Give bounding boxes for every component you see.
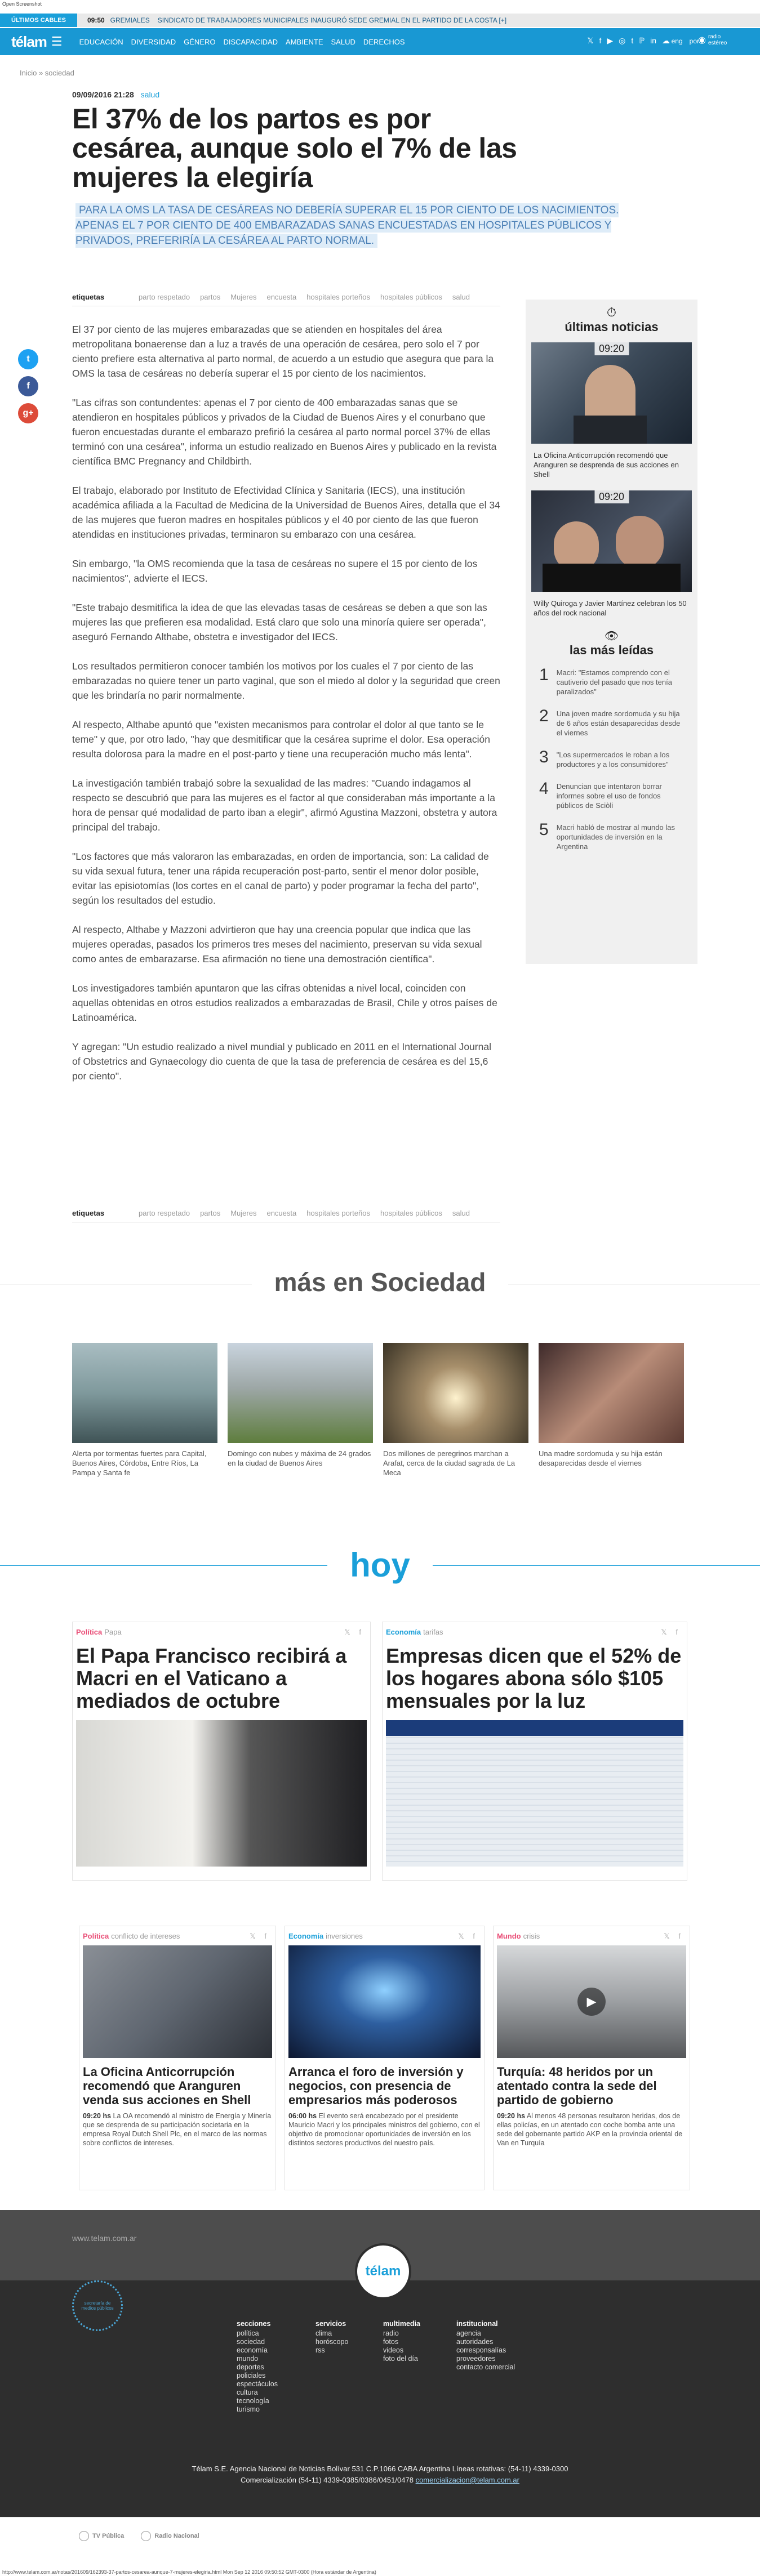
card-summary: Al menos 48 personas resultaron heridas, dos de ellas policías, en un atentado con coche bomba ante una sede del gobernante partido AKP en la provincia oriental de Van en Turquía <box>497 2112 683 2147</box>
mas-caption: Alerta por tormentas fuertes para Capital, Buenos Aires, Córdoba, Entre Ríos, La Pampa y Santa fe <box>72 1449 207 1477</box>
tags-row-bottom <box>72 1204 500 1222</box>
article-paragraph: El trabajo, elaborado por Instituto de Efectividad Clínica y Sanitaria (IECS), una institución académica afiliada a la Facultad de Medicina de la Universidad de Buenos Aires, detalla que el 34 de las mujeres que fueron madres en hospitales públicos y el 40 por ciento de las que fueron atendidas en instituciones privadas, terminaron su embarazo con una cesárea. <box>72 485 500 540</box>
tag-link[interactable]: hospitales porteños <box>306 1209 370 1217</box>
footer-col-heading: servicios <box>315 2320 346 2328</box>
leidas-title: las más leídas <box>569 643 654 657</box>
card-section[interactable]: Política <box>76 1628 103 1636</box>
lang-eng[interactable]: eng <box>671 37 683 45</box>
language-switcher <box>672 37 699 45</box>
footer-link[interactable]: agencia <box>456 2329 481 2337</box>
mas-image <box>228 1343 373 1443</box>
article-category[interactable]: salud <box>140 90 160 99</box>
ultimas-time: 09:20 <box>594 490 629 503</box>
leidas-item[interactable] <box>539 666 684 697</box>
footer-link[interactable]: contacto comercial <box>456 2363 515 2371</box>
footer-link[interactable]: tecnología <box>237 2397 269 2405</box>
card-text <box>285 2111 484 2148</box>
tags-label: etiquetas <box>72 293 105 301</box>
ticker-bar <box>0 14 760 27</box>
footer-address: Télam S.E. Agencia Nacional de Noticias Bolívar 531 C.P.1066 CABA Argentina Líneas rotativas: (54-11) 4339-0300 <box>192 2465 568 2473</box>
clock-icon: ⏱ <box>606 305 617 319</box>
hoy-card[interactable] <box>285 1926 485 2190</box>
youtube-icon[interactable]: ▶ <box>607 36 614 45</box>
nav-link-derechos[interactable]: DERECHOS <box>363 37 405 46</box>
footer-commercial: Comercialización (54-11) 4339-0385/0386/0451/0478 <box>241 2476 414 2484</box>
card-subsection: conflicto de intereses <box>111 1932 180 1940</box>
soundcloud-icon[interactable]: ☁ <box>662 36 670 45</box>
secretaria-seal <box>72 2280 123 2331</box>
tag-link[interactable]: Mujeres <box>230 293 257 301</box>
mas-caption: Dos millones de peregrinos marchan a Arafat, cerca de la ciudad sagrada de La Meca <box>383 1449 515 1477</box>
card-title: Arranca el foro de inversión y negocios, con presencia de empresarios más poderosos <box>288 2065 464 2107</box>
footer-commercial-line <box>0 2475 760 2486</box>
footer-url[interactable]: www.telam.com.ar <box>72 2234 137 2243</box>
tag-link[interactable]: partos <box>200 1209 221 1217</box>
card-share-icons[interactable]: 𝕏 f <box>661 1628 681 1636</box>
partner-label: Radio Nacional <box>154 2533 199 2539</box>
ultimas-image <box>531 342 692 444</box>
mas-card[interactable] <box>72 1343 217 1477</box>
footer-email-link[interactable]: comercializacion@telam.com.ar <box>415 2476 519 2484</box>
nav-link-ambiente[interactable]: AMBIENTE <box>286 37 323 46</box>
card-title: La Oficina Anticorrupción recomendó que Aranguren venda sus acciones en Shell <box>83 2065 251 2107</box>
article-body <box>72 322 500 1098</box>
share-twitter-button[interactable]: t <box>18 349 38 369</box>
article-paragraph: El 37 por ciento de las mujeres embarazadas que se atienden en hospitales del área metropolitana bonaerense dan a luz a través de una operación de cesárea, pero solo el 7 por ciento prefiere esta alternativa al parto normal, de acuerdo a un estudio que asegura que para la OMS la tasa de cesáreas no debería superar el 15 por ciento de los nacimientos. <box>72 324 494 379</box>
tag-link[interactable]: hospitales públicos <box>380 293 442 301</box>
linkedin-icon[interactable]: in <box>650 36 656 45</box>
mas-card[interactable] <box>539 1343 684 1477</box>
footer-col-secciones <box>237 2320 278 2414</box>
card-text <box>494 2111 690 2148</box>
footer-col-servicios <box>315 2320 348 2355</box>
leidas-rank: 5 <box>539 820 549 839</box>
footer-col-multimedia <box>383 2320 420 2363</box>
tag-link[interactable]: encuesta <box>266 1209 297 1217</box>
partner-label: TV Pública <box>92 2533 125 2539</box>
tv-publica-icon <box>79 2531 89 2541</box>
article-meta <box>72 90 159 99</box>
facebook-icon[interactable]: f <box>599 36 602 45</box>
footer-link[interactable]: foto del día <box>383 2355 418 2363</box>
hoy-card[interactable] <box>79 1926 276 2190</box>
mas-image <box>72 1343 217 1443</box>
card-section[interactable]: Economía <box>386 1628 421 1636</box>
card-time: 06:00 hs <box>288 2112 317 2120</box>
footer-link[interactable]: fotos <box>383 2338 399 2346</box>
footer-link[interactable]: clima <box>315 2329 332 2337</box>
ultimas-caption: Willy Quiroga y Javier Martínez celebran los 50 años del rock nacional <box>534 599 687 617</box>
mas-image <box>539 1343 684 1443</box>
nav-links <box>79 38 405 46</box>
leidas-text: "Los supermercados le roban a los productores y a los consumidores" <box>556 751 670 769</box>
footer-address-block <box>0 2463 760 2486</box>
breadcrumb[interactable]: Inicio » sociedad <box>20 69 74 77</box>
card-section[interactable]: Política <box>83 1932 109 1940</box>
hoy-card[interactable] <box>493 1926 690 2190</box>
lang-por[interactable]: por <box>689 37 699 45</box>
footer-link[interactable]: espectáculos <box>237 2380 278 2388</box>
seal-text: secretaría de medios públicos <box>81 2301 114 2311</box>
nav-link-salud[interactable]: SALUD <box>331 37 355 46</box>
card-share-icons[interactable]: 𝕏 f <box>344 1628 365 1636</box>
footer-link[interactable]: proveedores <box>456 2355 496 2363</box>
card-subsection: Papa <box>104 1628 122 1636</box>
partner-tv-publica[interactable] <box>79 2531 124 2541</box>
ultimas-item[interactable] <box>531 342 692 479</box>
card-share-icons[interactable]: 𝕏 f <box>664 1932 684 1940</box>
ultimas-title: últimas noticias <box>565 320 659 334</box>
article-paragraph: "Las cifras son contundentes: apenas el 7 por ciento de 400 embarazadas sanas que se atendieron en hospitales públicos y privados de la Ciudad de Buenos Aires y el conurbano que fueron encuestadas durante el embarazo prefirió la cesárea al parto normal porcel 37% de ellas terminó con una cesárea", informa un estudio realizado en Buenos Aires y publicado en la revista científica BMC Pregnancy and Childbirth. <box>72 397 497 467</box>
ticker-label[interactable]: ÚLTIMOS CABLES <box>0 14 77 27</box>
article-lead <box>75 203 639 248</box>
mas-caption: Una madre sordomuda y su hija están desaparecidas desde el viernes <box>539 1449 663 1467</box>
article-paragraph: Al respecto, Althabe y Mazzoni advirtieron que hay una creencia popular que indica que las mujeres operadas, pasados los primeros tres meses del nacimiento, preservan su vida sexual como antes de embarazarse. Esa afirmación no tiene una demostración científica". <box>72 924 482 965</box>
footer-link[interactable]: mundo <box>237 2355 259 2363</box>
hoy-header <box>0 1546 760 1584</box>
article-lead-text: PARA LA OMS LA TASA DE CESÁREAS NO DEBERÍA SUPERAR EL 15 POR CIENTO DE LOS NACIMIENTOS. APENAS EL 7 POR CIENTO DE 400 EMBARAZADAS SANAS ENCUESTADAS EN HOSPITALES PÚBLICOS Y PRIVADOS, PREFERIRÍA LA CESÁREA AL PARTO NORMAL. <box>75 204 619 247</box>
nav-link-discapacidad[interactable]: DISCAPACIDAD <box>223 37 278 46</box>
footer-col-heading: institucional <box>456 2320 498 2328</box>
mas-card[interactable] <box>228 1343 373 1477</box>
ultimas-item[interactable] <box>531 490 692 618</box>
article-date: 09/09/2016 21:28 <box>72 90 134 99</box>
mas-title: más en Sociedad <box>252 1267 509 1297</box>
tags-row-top <box>72 288 500 306</box>
article-paragraph: "Este trabajo desmitifica la idea de que las elevadas tasas de cesáreas se deben a que son las mujeres las que prefieren esa modalidad. Está claro que solo una minoría quiere ser operada", aseguró Fernando Althabe, obstetra e investigador del IECS. <box>72 602 487 642</box>
card-share-icons[interactable]: 𝕏 f <box>458 1932 478 1940</box>
tag-link[interactable]: hospitales públicos <box>380 1209 442 1217</box>
card-image <box>288 1945 481 2058</box>
nav-link-educacion[interactable]: EDUCACIÓN <box>79 37 123 46</box>
social-icons <box>587 36 670 46</box>
article-headline: El 37% de los partos es por cesárea, aunque solo el 7% de las mujeres la elegiría <box>72 103 517 193</box>
ticker-item-headline[interactable]: SINDICATO DE TRABAJADORES MUNICIPALES INAUGURÓ SEDE GREMIAL EN EL PARTIDO DE LA COSTA [+] <box>157 16 507 24</box>
tag-link[interactable]: encuesta <box>266 293 297 301</box>
sidebar <box>526 300 697 964</box>
eye-icon: 👁 <box>604 630 619 642</box>
tag-link[interactable]: salud <box>452 293 470 301</box>
footer-link[interactable]: videos <box>383 2346 404 2354</box>
radio-label: radio estéreo <box>708 34 727 46</box>
footer-link[interactable]: corresponsalías <box>456 2346 506 2354</box>
play-icon[interactable]: ▶ <box>577 1988 606 2016</box>
card-title: Turquía: 48 heridos por un atentado contra la sede del partido de gobierno <box>497 2065 657 2107</box>
instagram-icon[interactable]: ◎ <box>619 36 626 45</box>
tag-link[interactable]: salud <box>452 1209 470 1217</box>
tumblr-icon[interactable]: t <box>631 36 634 45</box>
footer-link[interactable]: política <box>237 2329 259 2337</box>
radio-link[interactable] <box>698 34 732 46</box>
footer-link[interactable]: deportes <box>237 2363 264 2371</box>
radio-icon: ◉ <box>698 35 706 45</box>
card-subsection: tarifas <box>423 1628 443 1636</box>
mas-image <box>383 1343 528 1443</box>
browser-page-title: Open Screenshot <box>2 1 42 7</box>
footer-link[interactable]: rss <box>315 2346 325 2354</box>
nav-link-genero[interactable]: GÉNERO <box>184 37 216 46</box>
partner-logos <box>79 2531 199 2541</box>
ultimas-image <box>531 490 692 592</box>
ticker-item-category[interactable]: GREMIALES <box>110 16 150 24</box>
leidas-text: Macri: "Estamos comprendo con el cautiverio del pasado que nos tenía paralizados" <box>556 668 672 696</box>
card-title: El Papa Francisco recibirá a Macri en el Vaticano a mediados de octubre <box>76 1644 347 1712</box>
hoy-title: hoy <box>327 1546 433 1584</box>
ultimas-caption: La Oficina Anticorrupción recomendó que Aranguren se desprenda de sus acciones en Shell <box>534 451 679 479</box>
card-image <box>83 1945 272 2058</box>
twitter-icon[interactable]: 𝕏 <box>587 36 594 45</box>
card-image <box>386 1720 683 1867</box>
footer-link[interactable]: economía <box>237 2346 268 2354</box>
card-summary: El evento será encabezado por el presidente Mauricio Macri y los principales ministros del gobierno, con el objetivo de promocionar oportunidades de inversión en los distintos sectores productivos del nuestro país. <box>288 2112 480 2147</box>
footer-col-heading: multimedia <box>383 2320 420 2328</box>
share-buttons <box>18 349 38 423</box>
card-section[interactable]: Economía <box>288 1932 324 1940</box>
footer-col-institucional <box>456 2320 515 2372</box>
tag-link[interactable]: Mujeres <box>230 1209 257 1217</box>
leidas-item[interactable] <box>539 779 684 810</box>
hoy-card-main[interactable] <box>72 1622 371 1881</box>
ultimas-time: 09:20 <box>594 342 629 355</box>
tags-label: etiquetas <box>72 1209 105 1217</box>
article-paragraph: La investigación también trabajó sobre la sexualidad de las madres: "Cuando indagamos al respecto se descubrió que para las mujeres es el factor al que consideraban más importante a la hora de pensar qué modalidad de parto iban a elegir", afirmó Agustina Mazzoni, obstetra y autora principal del trabajo. <box>72 778 497 833</box>
card-image <box>76 1720 367 1867</box>
footer-link[interactable]: sociedad <box>237 2338 265 2346</box>
tag-link[interactable]: parto respetado <box>139 293 190 301</box>
card-text <box>79 2111 275 2148</box>
footer-link[interactable]: turismo <box>237 2405 260 2413</box>
card-title: Empresas dicen que el 52% de los hogares abona sólo $105 mensuales por la luz <box>386 1644 682 1712</box>
ticker-time: 09:50 <box>87 16 105 24</box>
article-paragraph: Sin embargo, "la OMS recomienda que la tasa de cesáreas no supere el 15 por ciento de los nacimientos", advierte el IECS. <box>72 558 478 584</box>
menu-icon[interactable]: ☰ <box>51 34 63 48</box>
leidas-text: Macri habló de mostrar al mundo las oportunidades de inversión en la Argentina <box>556 823 675 851</box>
card-summary: La OA recomendó al ministro de Energía y Minería que se desprenda de su participación societaria en la empresa Royal Dutch Shell Plc, en el marco de las normas sobre conflictos de intereses. <box>83 2112 272 2147</box>
footer-link[interactable]: policiales <box>237 2372 266 2379</box>
leidas-rank: 2 <box>539 707 549 725</box>
article-paragraph: Los resultados permitieron conocer también los motivos por los cuales el 7 por ciento de las embarazadas no quiere tener un parto vaginal, que son el miedo al dolor y la seguridad que creen que les brindaría no parir normalmente. <box>72 660 500 701</box>
telam-logo[interactable]: télam <box>11 33 47 50</box>
footer-link[interactable]: horóscopo <box>315 2338 349 2346</box>
article-paragraph: Al respecto, Althabe apuntó que "existen mecanismos para controlar el dolor al que tanto se le teme" y que, por otro lado, "hay que desmitificar que la cesárea suprime el dolor. Esa operación resulta dolorosa para la madre en el post-parto y tiene una recuperación mucho más lenta". <box>72 719 490 760</box>
hoy-card-main[interactable] <box>382 1622 687 1881</box>
status-bar-url: http://www.telam.com.ar/notas/201609/162393-37-partos-cesarea-aunque-7-mujeres-elegiria.html Mon Sep 12 2016 09:50:52 GMT-0300 (Hora estándar de Argentina) <box>2 2569 376 2575</box>
leidas-item[interactable] <box>539 820 684 851</box>
pinterest-icon[interactable]: ℙ <box>639 36 645 45</box>
share-facebook-button[interactable]: f <box>18 376 38 396</box>
card-share-icons[interactable]: 𝕏 f <box>250 1932 270 1940</box>
mas-grid <box>72 1343 686 1477</box>
article-paragraph: Los investigadores también apuntaron que las cifras obtenidas a nivel local, coinciden con aquellas obtenidas en otros estudios realizados a embarazadas de Brasil, Chile y otros países de Latinoamérica. <box>72 983 497 1023</box>
footer-logo[interactable]: télam <box>355 2243 411 2300</box>
leidas-rank: 1 <box>539 666 549 684</box>
article-paragraph: Y agregan: "Un estudio realizado a nivel mundial y publicado en 2011 en el International Journal of Obstetrics and Gynaecology dio cuenta de que la tasa de preferencia de cesárea es del 15,6 por ciento". <box>72 1041 491 1082</box>
leidas-item[interactable] <box>539 748 684 769</box>
card-time: 09:20 hs <box>83 2112 112 2120</box>
tag-link[interactable]: partos <box>200 293 221 301</box>
footer-col-heading: secciones <box>237 2320 271 2328</box>
main-nav <box>0 28 760 55</box>
card-image <box>497 1945 686 2058</box>
article-paragraph: "Los factores que más valoraron las embarazadas, en orden de importancia, son: La calidad de su vida sexual futura, tener una rápida recuperación post-parto, sentir el menor dolor posible, evitar las episiotomías (los cortes en el canal de parto) y poder programar la fecha del parto", según los resultados del estudio. <box>72 851 489 906</box>
leidas-rank: 3 <box>539 748 549 766</box>
mas-header <box>0 1267 760 1297</box>
footer-link[interactable]: autoridades <box>456 2338 494 2346</box>
card-subsection: crisis <box>523 1932 540 1940</box>
card-subsection: inversiones <box>326 1932 363 1940</box>
share-googleplus-button[interactable]: g+ <box>18 403 38 423</box>
leidas-rank: 4 <box>539 779 549 798</box>
card-time: 09:20 hs <box>497 2112 526 2120</box>
leidas-text: Denuncian que intentaron borrar informes sobre el uso de fondos públicos de Sciòli <box>556 782 662 810</box>
leidas-list <box>531 666 692 851</box>
tag-link[interactable]: parto respetado <box>139 1209 190 1217</box>
leidas-text: Una joven madre sordomuda y su hija de 6 años están desaparecidas desde el viernes <box>556 709 681 737</box>
leidas-item[interactable] <box>539 707 684 738</box>
footer-link[interactable]: radio <box>383 2329 399 2337</box>
mas-card[interactable] <box>383 1343 528 1477</box>
card-section[interactable]: Mundo <box>497 1932 521 1940</box>
nav-link-diversidad[interactable]: DIVERSIDAD <box>131 37 176 46</box>
mas-caption: Domingo con nubes y máxima de 24 grados en la ciudad de Buenos Aires <box>228 1449 371 1467</box>
radio-nacional-icon <box>141 2531 151 2541</box>
partner-radio-nacional[interactable] <box>141 2531 199 2541</box>
tag-link[interactable]: hospitales porteños <box>306 293 370 301</box>
footer-link[interactable]: cultura <box>237 2389 258 2396</box>
